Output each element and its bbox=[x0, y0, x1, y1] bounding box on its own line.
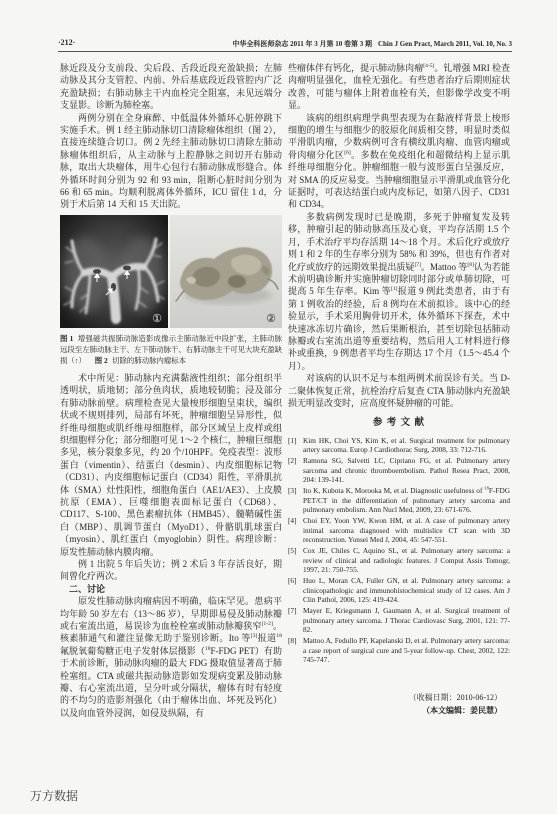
superscript-text: [6] bbox=[344, 149, 351, 156]
figure-2-number-label: ② bbox=[266, 312, 276, 325]
body-paragraph bbox=[60, 62, 282, 112]
caption-text-figure-1: 增强磁共振肺动脉造影成像示主肺动脉近中段扩张，主肺动脉远段至左肺动脉主干、左下肺动脉干、右肺动脉主干可见大块充盈缺损（↑） bbox=[60, 333, 282, 365]
figure-2-specimen-image bbox=[170, 215, 282, 328]
reference-text bbox=[303, 486, 510, 515]
reference-number: [3] bbox=[288, 486, 297, 496]
text-run: 原发性肺动脉肉瘤病因不明确，临床罕见。患病平均年龄 50 岁左右（13～86 岁），早期即易侵及肺动脉瓣或右室流出道，易误诊为血栓栓塞或肺动脉瓣狭窄 bbox=[60, 596, 282, 631]
section-heading-discussion: 二、讨论 bbox=[69, 583, 106, 594]
caption-label-figure-1: 图 1 bbox=[60, 333, 74, 343]
text-run: 报道 9 例此类患者，由于有第 1 例收治的经验，后 8 例均在术前拟诊。该中心的经验显示，手术采用胸骨切开术，体外循环下探查，术中快速冰冻切片确诊，然后果断根治，甚至切除包括肺动脉瓣或右室流出道等重要结构，然后用人工材料进行修补或重换，9 例患者平均生存期达 17 个月（1.5～45.4 个月）。 bbox=[288, 286, 510, 371]
superscript-text: [3] bbox=[250, 633, 258, 640]
caption-text-figure-2: 切除的肺动脉内瘤标本 bbox=[112, 355, 187, 365]
reference-item bbox=[288, 456, 510, 485]
text-run: Kim HK, Choi YS, Kim K, et al. Surgical treatment for pulmonary artery sarcoma. Europ J Cardiothorac Surg, 2008, 33: 712-716. bbox=[303, 435, 510, 455]
body-paragraph bbox=[288, 211, 510, 372]
text-run: 脉近段及分支前段、尖后段、舌段近段充盈缺损；左肺动脉及其分支管腔、内前、外后基底段近段管腔内广泛充盈缺损；右肺动脉主干内血栓完全阻塞，未见远端分支显影。诊断为肺栓塞。 bbox=[60, 63, 282, 111]
text-run: Ito K, Kubota K, Morooka M, et al. Diagnostic usefulness of bbox=[303, 486, 485, 496]
reference-number: [4] bbox=[288, 516, 297, 526]
text-run: 认为若能术前明确诊断并实施肿瘤切除同时部分或单肺切除，可提高 5 年生存率。Kim 等 bbox=[288, 261, 510, 297]
reference-item bbox=[288, 636, 510, 665]
figure-1-frame bbox=[60, 215, 168, 328]
text-run: 。多数在免疫组化和超微结构上显示肌纤维母细胞分化。肿瘤细胞一般与波形蛋白呈强反应，对 SMA 的反应易变。当肿瘤细胞显示平滑肌或血管分化证据时，可表达结蛋白或内皮标记，如第八因子、CD31 和 CD34。 bbox=[288, 149, 510, 210]
text-run: 例 1 出院 5 年后失访；例 2 术后 3 年存活良好，期间曾化疗两次。 bbox=[60, 558, 282, 582]
reference-number: [7] bbox=[288, 606, 297, 615]
text-run: 。钆增强 MRI 检查肉瘤明显强化，血栓无强化。有些患者治疗后期则症状改善，可能与瘤体上附着血栓有关，但影像学改变不明显。 bbox=[288, 63, 510, 111]
reference-item bbox=[288, 436, 510, 455]
reference-text bbox=[303, 636, 510, 665]
text-run: 。核素肺通气和灌注显像无助于鉴别诊断。Ito 等 bbox=[60, 621, 282, 644]
reference-list bbox=[288, 436, 510, 665]
text-run: Mayer E, Kriegsmann J, Gaumann A, et al. Surgical treatment of pulmonary artery sarcoma. J Thorac Cardiovasc Surg, 2001, 121: 77-82. bbox=[303, 606, 510, 635]
text-run: 术中所见：肺动脉内充满黏液性组织；部分组织半透明状，质地韧；部分鱼肉状，质地较韧脆；浸及部分有肺动脉前壁。病理检查见大量梭形细胞呈束状，编织状或不规则排列，局部有坏死，肿瘤细胞呈异形性，似纤维母细胞或肌纤维母细胞样，部分区域呈上皮样或组织细胞样分化；部分细胞可见 1～2 个核仁，肿瘤巨细胞多见，核分裂象多见，约 20 个/10HPF。免疫表型：波形蛋白（vimentin）、结蛋白（desmin）、内皮细胞标记物（CD31）、内皮细胞标记蛋白（CD34）阳性，平滑肌抗体（SMA）灶性阳性，细胞角蛋白（AE1/AE3）、上皮膜抗原（EMA）、巨噬细胞表面标记蛋白（CD68）、CD117、S-100、黑色素瘤抗体（HMB45）、髓鞘碱性蛋白（MBP）、肌调节蛋白（MyoD1）、骨骼肌肌球蛋白（myosin）、肌红蛋白（myoglobin）阴性。病理诊断：原发性肺动脉内膜肉瘤。 bbox=[60, 372, 282, 557]
reference-item bbox=[288, 516, 510, 545]
text-run: Cox JE, Chiles C, Aquino SL, et al. Pulmonary artery sarcoma: a review of clinical and radiologic features. J Comput Assis Tomogr, 1997, 21: 750-755. bbox=[303, 546, 510, 575]
reference-item bbox=[288, 606, 510, 635]
left-column bbox=[60, 62, 282, 788]
received-date: （收稿日期：2010-06-12） bbox=[408, 692, 502, 702]
reference-text bbox=[303, 576, 510, 605]
superscript-text: 18 bbox=[276, 633, 282, 640]
text-run: F-FDG PET/CT in the differentiation of pulmonary artery sarcoma and pulmonary embolism. Ann Nucl Med, 2009, 23: 671-676. bbox=[303, 486, 510, 515]
text-run: 两例分别在全身麻醉、中低温体外循环心脏停跳下实施手术。例 1 经主肺动脉切口清除瘤体组织（图 2），直接连续缝合切口。例 2 先经主肺动脉切口清除左肺动脉瘤体组织后，从主动脉与上腔静脉之间切开右肺动脉，取出大块瘤体，用牛心包行右肺动脉成形缝合。体外循环时间分别为 92 和 93 min，阻断心脏时间分别为 66 和 65 min。均顺利脱离体外循环，ICU 留住 1 d，分别于术后第 14 天和 15 天出院。 bbox=[60, 112, 282, 210]
superscript-text: [8] bbox=[467, 261, 474, 268]
superscript-text: 18 bbox=[204, 645, 211, 652]
text-run: 些瘤体伴有钙化，提示肺动脉肉瘤 bbox=[288, 63, 424, 73]
body-paragraph bbox=[288, 372, 510, 409]
text-run: 该病的组织病理学典型表现为在黏液样背景上梭形细胞的增生与细胞少的胶原化间质相交替，明显时类似平滑肌肉瘤，少数病例可含有横纹肌肉瘤、血管肉瘤或骨肉瘤分化区 bbox=[288, 112, 510, 160]
text-run: Choi EY, Yoon YW, Kwon HM, et al. A case of pulmonary artery intimal sarcoma diagnosed with multislice CT scan with 3D reconstruction. Yonsei Med J, 2004, 45: 547-551. bbox=[303, 516, 510, 545]
figure-2-frame bbox=[170, 215, 282, 328]
text-run: 。Mattoo 等 bbox=[420, 261, 468, 272]
reference-text bbox=[303, 516, 510, 545]
body-paragraph bbox=[60, 595, 282, 719]
text-run: Ramona SG, Salvetti LC, Cipriano FG, et al. Pulmonary artery sarcoma and chronic thromboembolism. Pathol Resea Pract, 2008, 204: 139-141. bbox=[303, 456, 510, 485]
caption-label-figure-2: 图 2 bbox=[94, 355, 108, 365]
article-meta bbox=[288, 691, 510, 717]
figure-1-number-label: ① bbox=[152, 312, 162, 325]
right-column bbox=[288, 62, 510, 792]
reference-text bbox=[303, 606, 510, 635]
references-heading: 参 考 文 献 bbox=[372, 418, 426, 429]
journal-citation-english: Chin J Gen Pract, March 2011, Vol. 10, No. 3 bbox=[377, 40, 512, 48]
reference-number: [8] bbox=[288, 635, 297, 645]
reference-item bbox=[288, 486, 510, 515]
figure-panel bbox=[60, 215, 282, 328]
reference-text bbox=[303, 436, 510, 455]
text-run: Mattoo A, Fedullo PF, Kapelanski D, et al. Pulmonary artery sarcoma: a case report of surgical cure and 5-year follow-up. Chest, 2002, 122: 745-747. bbox=[303, 635, 510, 665]
database-watermark: 万方数据 bbox=[30, 789, 79, 803]
figure-1-angiogram-image bbox=[60, 215, 168, 328]
body-paragraph bbox=[60, 372, 282, 558]
body-paragraph bbox=[60, 112, 282, 211]
superscript-text: 18 bbox=[484, 485, 489, 491]
reference-number: [6] bbox=[288, 576, 297, 586]
reference-number: [1] bbox=[288, 435, 297, 445]
reference-item bbox=[288, 546, 510, 575]
text-run: 多数病例发现时已是晚期，多死于肿瘤复发及转移，肿瘤引起的肺动脉高压及心衰，平均存活期 1.5 个月，手术治疗平均存活期 14～18 个月。术后化疗或放疗则 1 和 2 年的生存率分别为 58% 和 39%，但也有作者对化疗或放疗的远期效果提出质疑 bbox=[288, 211, 510, 272]
text-run: F-FDG PET）有助于术前诊断，肺动脉肉瘤的最大 FDG 摄取值显著高于肺栓塞组。CTA 或磁共振动脉造影如发现病变累及肺动脉瓣、右心室流出道，呈分叶或分隔状，瘤体有时有轻度的不均匀的造影剂强化（由于瘤体出血、坏死及钙化）以及向血管外浸润，如侵及纵隔，有 bbox=[60, 645, 282, 718]
editor-credit: （本文编辑：姜民慧） bbox=[422, 705, 502, 715]
reference-text bbox=[303, 456, 510, 485]
text-run: 报道 bbox=[257, 633, 277, 644]
reference-number: [2] bbox=[288, 456, 297, 466]
reference-text bbox=[303, 546, 510, 575]
reference-number: [5] bbox=[288, 546, 297, 556]
superscript-text: [1-2] bbox=[261, 621, 273, 627]
superscript-text: [7] bbox=[414, 261, 421, 268]
figure-caption bbox=[60, 333, 282, 366]
superscript-text: [1] bbox=[391, 286, 398, 293]
running-header bbox=[58, 38, 512, 52]
body-paragraph bbox=[288, 112, 510, 211]
journal-citation bbox=[232, 39, 512, 49]
superscript-text: [4-5] bbox=[423, 63, 435, 69]
page-number: ·212· bbox=[58, 38, 76, 47]
text-run: 氟脱氧葡萄糖正电子发射体层摄影（ bbox=[60, 645, 205, 656]
body-paragraph bbox=[288, 62, 510, 112]
reference-item bbox=[288, 576, 510, 605]
text-run: 对该病的认识不足与本组两例术前误诊有关。当 D-二聚体恢复正常，抗栓治疗后复查 CTA 肺动脉内充盈缺损无明显改变时，应高度怀疑肿瘤的可能。 bbox=[288, 373, 510, 408]
journal-citation-chinese: 中华全科医师杂志 2011 年 3 月第 10 卷第 3 期 bbox=[232, 40, 372, 48]
body-paragraph bbox=[60, 558, 282, 583]
text-run: Huo L, Moran CA, Fuller GN, et al. Pulmonary artery sarcoma: a clinicopathologic and immunohistochemical study of 12 cases. Am J Clin Pathol, 2006, 125: 419-424. bbox=[303, 576, 510, 605]
